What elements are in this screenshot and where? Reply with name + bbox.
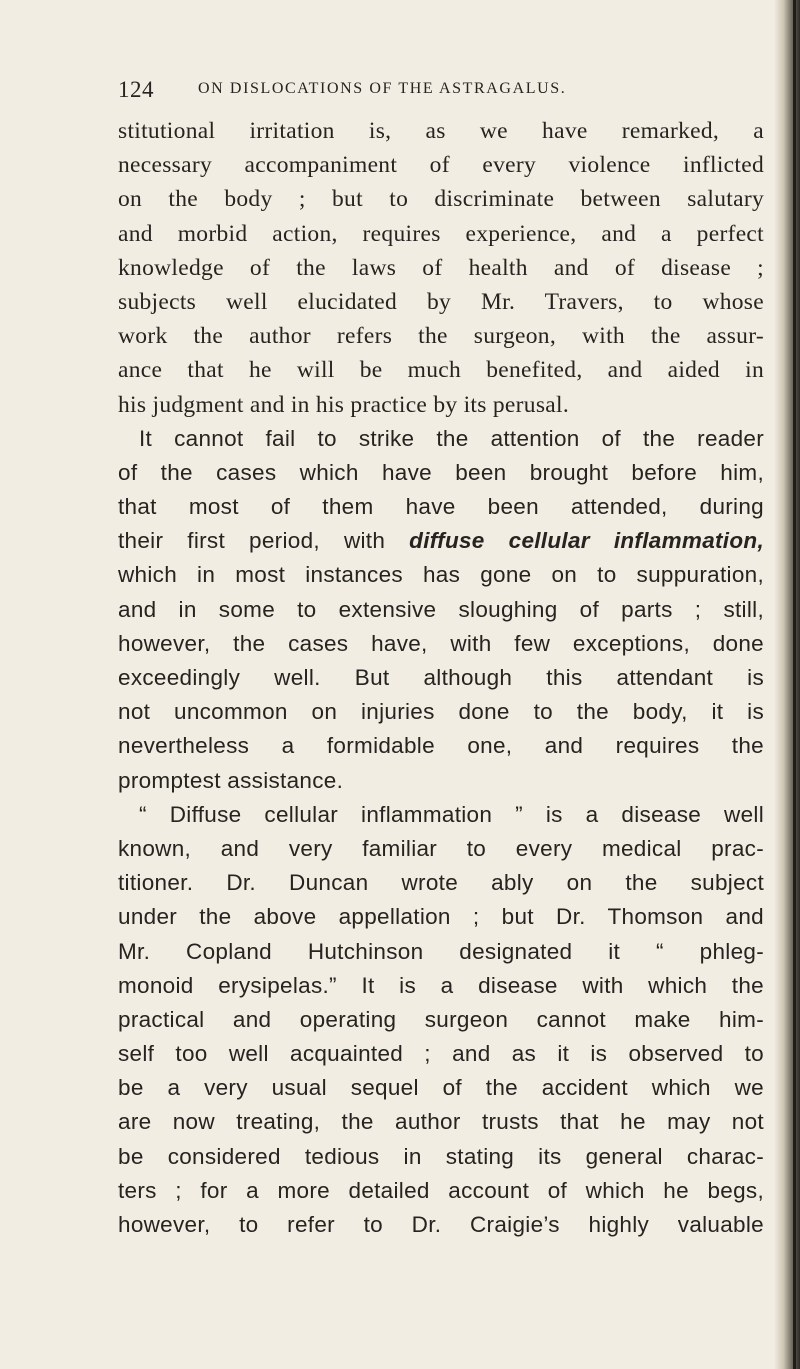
text-line: ters ; for a more detailed account of which he begs,: [118, 1177, 764, 1203]
text-line: Mr. Copland Hutchinson designated it “ phleg-: [118, 938, 764, 964]
text-line: exceedingly well. But although this attendant is: [118, 665, 764, 690]
paragraph-start-line: It cannot fail to strike the attention of the reader: [139, 425, 764, 451]
text-line: be considered tedious in stating its general charac-: [118, 1143, 764, 1169]
text-line: stitutional irritation is, as we have remarked, a: [118, 118, 764, 144]
page-header: [118, 77, 758, 107]
text-line: however, the cases have, with few exceptions, done: [118, 630, 764, 656]
page-number: 124: [118, 77, 154, 102]
text-line: known, and very familiar to every medical prac-: [118, 835, 764, 861]
text-line: however, to refer to Dr. Craigie’s highly valuable: [118, 1212, 764, 1237]
text-line: monoid erysipelas.” It is a disease with which the: [118, 972, 764, 998]
running-head: ON DISLOCATIONS OF THE ASTRAGALUS.: [198, 80, 567, 97]
text-line: titioner. Dr. Duncan wrote ably on the subject: [118, 870, 764, 896]
text-line: subjects well elucidated by Mr. Travers, to whose: [118, 288, 764, 315]
page-edge-line: [793, 0, 796, 1369]
text-line: that most of them have been attended, during: [118, 494, 764, 520]
paragraph-start-line: “ Diffuse cellular inflammation ” is a disease well: [139, 801, 764, 827]
text-line: his judgment and in his practice by its perusal.: [118, 391, 570, 418]
text-line: necessary accompaniment of every violence inflicted: [118, 152, 764, 179]
italic-term: diffuse cellular inflammation,: [409, 528, 764, 554]
text-line: which in most instances has gone on to suppuration,: [118, 562, 764, 588]
text-line: nevertheless a formidable one, and requires the: [118, 733, 764, 759]
text-line: promptest assistance.: [118, 767, 344, 793]
text-line: knowledge of the laws of health and of disease ;: [118, 254, 764, 281]
text-line: be a very usual sequel of the accident which we: [118, 1075, 764, 1101]
text-line: and in some to extensive sloughing of parts ; still,: [118, 596, 764, 622]
text-line: on the body ; but to discriminate between salutary: [118, 186, 764, 213]
text-line: of the cases which have been brought before him,: [118, 459, 764, 485]
text-line: practical and operating surgeon cannot make him-: [118, 1006, 764, 1032]
text-line: self too well acquainted ; and as it is observed to: [118, 1041, 764, 1067]
text-line-with-italic: [118, 524, 764, 558]
text-line: and morbid action, requires experience, and a perfect: [118, 220, 764, 247]
page-edge-shadow: [774, 0, 800, 1369]
text-line: work the author refers the surgeon, with the assur-: [118, 323, 764, 350]
text-line: ance that he will be much benefited, and aided in: [118, 357, 764, 384]
text-line: are now treating, the author trusts that he may not: [118, 1109, 764, 1135]
body-text: [118, 114, 764, 1242]
text-segment: their first period, with: [118, 528, 386, 554]
text-line: not uncommon on injuries done to the body, it is: [118, 699, 764, 725]
text-line: under the above appellation ; but Dr. Thomson and: [118, 904, 764, 930]
